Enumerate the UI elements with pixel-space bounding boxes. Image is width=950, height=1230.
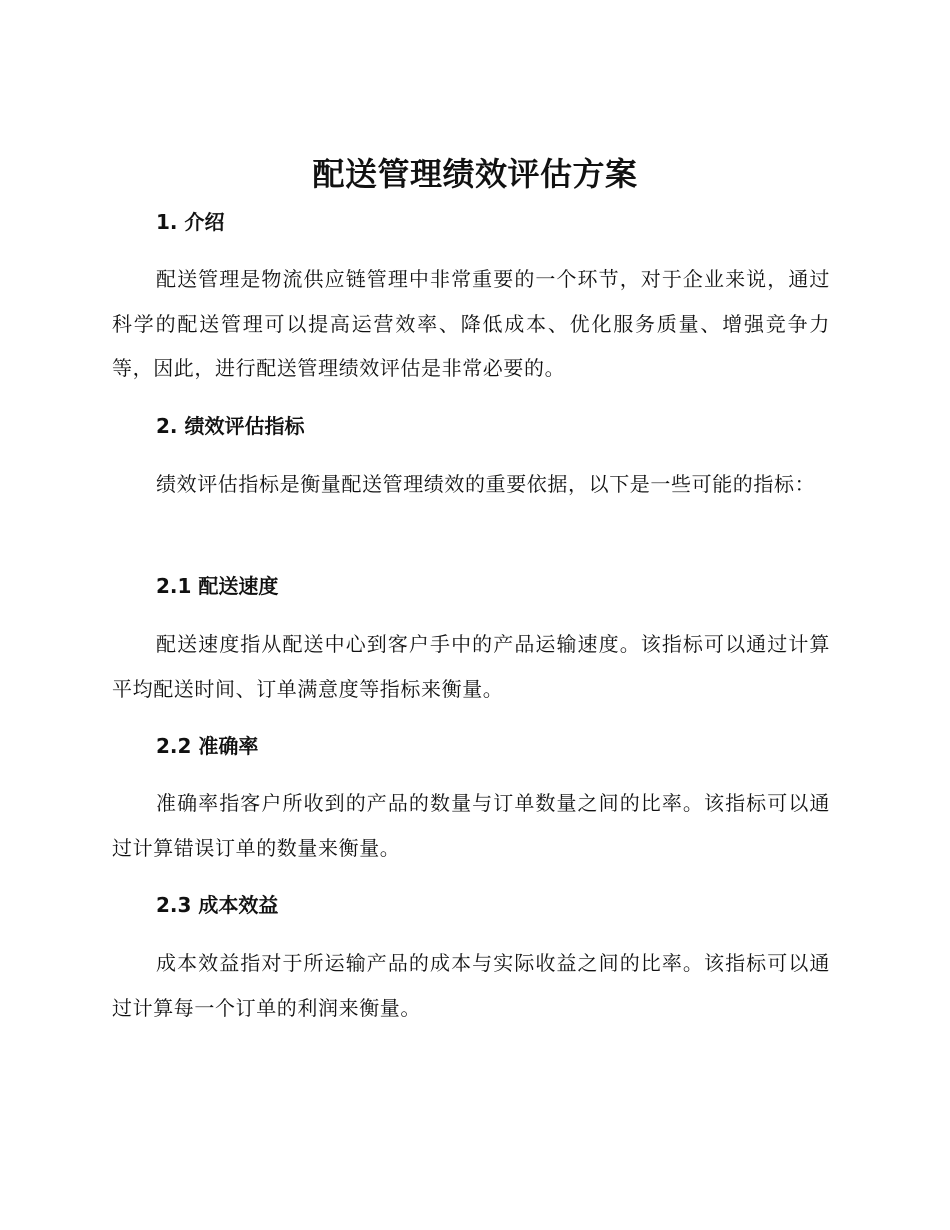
- section-paragraph-introduction: 配送管理是物流供应链管理中非常重要的一个环节，对于企业来说，通过科学的配送管理可以提高运营效率、降低成本、优化服务质量、增强竞争力等，因此，进行配送管理绩效评估是非常必要的。: [112, 267, 830, 380]
- section-heading-accuracy-rate: 2.2 准确率: [156, 734, 259, 758]
- section-heading-cost-benefit: 2.3 成本效益: [156, 893, 279, 917]
- section-heading-delivery-speed: 2.1 配送速度: [156, 574, 279, 598]
- section-paragraph-accuracy-rate: 准确率指客户所收到的产品的数量与订单数量之间的比率。该指标可以通过计算错误订单的数量来衡量。: [112, 791, 830, 860]
- section-paragraph-delivery-speed: 配送速度指从配送中心到客户手中的产品运输速度。该指标可以通过计算平均配送时间、订单满意度等指标来衡量。: [112, 632, 830, 701]
- section-paragraph-performance-indicators: 绩效评估指标是衡量配送管理绩效的重要依据，以下是一些可能的指标：: [156, 472, 816, 496]
- document-title: 配送管理绩效评估方案: [312, 155, 638, 193]
- section-heading-performance-indicators: 2. 绩效评估指标: [156, 414, 305, 438]
- section-paragraph-cost-benefit: 成本效益指对于所运输产品的成本与实际收益之间的比率。该指标可以通过计算每一个订单的利润来衡量。: [112, 951, 830, 1020]
- section-heading-introduction: 1. 介绍: [156, 210, 225, 234]
